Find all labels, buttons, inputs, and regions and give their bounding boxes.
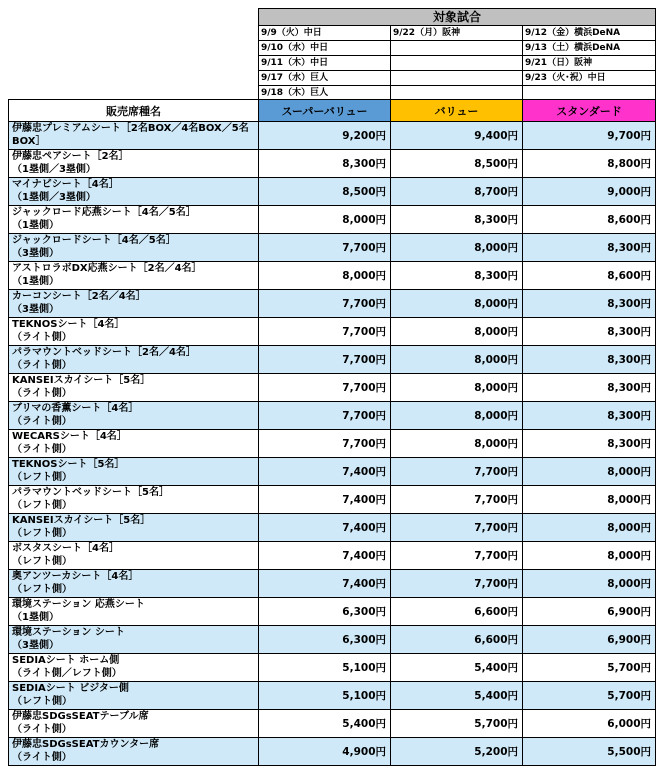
seat-name-line1: マイナビシート［4名］ — [12, 179, 119, 190]
seat-name — [9, 598, 259, 626]
seat-name-line1: WECARSシート［4名］ — [12, 431, 127, 442]
super-value-price: 7,700円 — [259, 430, 391, 458]
super-value-price: 7,700円 — [259, 318, 391, 346]
seat-row — [9, 122, 656, 150]
seat-name-line2: （ライト側） — [12, 444, 72, 455]
seat-name — [9, 290, 259, 318]
value-price: 8,000円 — [391, 290, 523, 318]
seat-name-line2: （1塁側） — [12, 612, 59, 623]
seat-name — [9, 710, 259, 738]
seat-name-line1: 伊藤忠SDGsSEATテーブル席 — [12, 711, 149, 722]
seat-name — [9, 122, 259, 150]
super-value-price: 8,000円 — [259, 262, 391, 290]
seat-name — [9, 682, 259, 710]
target-games-title: 対象試合 — [259, 9, 656, 26]
super-value-price: 7,400円 — [259, 514, 391, 542]
seat-row — [9, 430, 656, 458]
game-date: 9/9（火）中日 — [259, 26, 391, 41]
seat-name — [9, 318, 259, 346]
standard-price: 5,700円 — [523, 654, 656, 682]
standard-price: 8,300円 — [523, 234, 656, 262]
value-price: 8,700円 — [391, 178, 523, 206]
standard-price: 8,800円 — [523, 150, 656, 178]
seat-row — [9, 318, 656, 346]
seat-name-line2: （レフト側） — [12, 500, 72, 511]
seat-name-line2: （レフト側） — [12, 584, 72, 595]
seat-name — [9, 178, 259, 206]
standard-price: 6,900円 — [523, 626, 656, 654]
standard-price: 9,700円 — [523, 122, 656, 150]
standard-price: 8,000円 — [523, 542, 656, 570]
seat-name-line2: （レフト側） — [12, 528, 72, 539]
seat-type-header: 販売席種名 — [9, 100, 259, 122]
seat-name-line1: SEDIAシート ホーム側 — [12, 655, 120, 666]
seat-name-line1: TEKNOSシート［4名］ — [12, 319, 125, 330]
standard-price: 8,000円 — [523, 570, 656, 598]
seat-name-line2: （1塁側） — [12, 220, 59, 231]
standard-price: 9,000円 — [523, 178, 656, 206]
seat-name-line1: 伊藤忠ペアシート［2名］ — [12, 151, 129, 162]
seat-name-line2: （ライト側） — [12, 416, 72, 427]
seat-row — [9, 654, 656, 682]
seat-name-line2: （1塁側／3塁側） — [12, 164, 96, 175]
seat-name-line2: （ライト側） — [12, 332, 72, 343]
value-price: 8,000円 — [391, 402, 523, 430]
seat-name-line1: ジャックロードシート［4名／5名］ — [12, 235, 176, 246]
super-value-header: スーパーバリュー — [259, 100, 391, 122]
seat-name — [9, 206, 259, 234]
seat-row — [9, 234, 656, 262]
seat-name-line1: 伊藤忠SDGsSEATカウンター席 — [12, 739, 160, 750]
seat-name — [9, 402, 259, 430]
seat-row — [9, 682, 656, 710]
seat-name — [9, 654, 259, 682]
seat-row — [9, 206, 656, 234]
value-price: 6,600円 — [391, 626, 523, 654]
seat-name — [9, 150, 259, 178]
seat-name-line1: 奥アンツーカシート［4名］ — [12, 571, 139, 582]
seat-name-line2: （3塁側） — [12, 248, 59, 259]
value-price: 6,600円 — [391, 598, 523, 626]
value-price: 7,700円 — [391, 542, 523, 570]
game-date: 9/23（火･祝）中日 — [523, 71, 656, 86]
seat-name-line2: （ライト側） — [12, 388, 72, 399]
seat-row — [9, 738, 656, 766]
seat-name-line2: （ライト側） — [12, 752, 72, 763]
target-games-table — [258, 8, 656, 101]
seat-name — [9, 458, 259, 486]
seat-price-table — [8, 99, 656, 766]
standard-price: 8,600円 — [523, 262, 656, 290]
seat-name — [9, 262, 259, 290]
seat-name-line2: （3塁側） — [12, 640, 59, 651]
super-value-price: 4,900円 — [259, 738, 391, 766]
super-value-price: 7,700円 — [259, 346, 391, 374]
seat-row — [9, 290, 656, 318]
seat-name-line2: （ライト側／レフト側） — [12, 668, 122, 679]
seat-name — [9, 486, 259, 514]
super-value-price: 6,300円 — [259, 598, 391, 626]
seat-name — [9, 626, 259, 654]
seat-name-line1: TEKNOSシート［5名］ — [12, 459, 125, 470]
value-price: 8,300円 — [391, 206, 523, 234]
standard-price: 8,300円 — [523, 402, 656, 430]
game-date: 9/10（水）中日 — [259, 41, 391, 56]
seat-name — [9, 234, 259, 262]
super-value-price: 8,000円 — [259, 206, 391, 234]
seat-name-line2: （ライト側） — [12, 360, 72, 371]
standard-price: 8,600円 — [523, 206, 656, 234]
game-date: 9/21（日）阪神 — [523, 56, 656, 71]
seat-name-line1: パラマウントベッドシート［2名／4名］ — [12, 347, 196, 358]
standard-price: 8,000円 — [523, 458, 656, 486]
seat-name-line2: （レフト側） — [12, 556, 72, 567]
seat-name — [9, 346, 259, 374]
seat-row — [9, 514, 656, 542]
value-price: 8,000円 — [391, 318, 523, 346]
value-price: 5,400円 — [391, 654, 523, 682]
game-date: 9/22（月）阪神 — [391, 26, 523, 41]
value-price: 8,500円 — [391, 150, 523, 178]
seat-name — [9, 738, 259, 766]
game-date: 9/11（木）中日 — [259, 56, 391, 71]
game-date: 9/12（金）横浜DeNA — [523, 26, 656, 41]
seat-name-line2: （1塁側） — [12, 276, 59, 287]
seat-row — [9, 346, 656, 374]
seat-row — [9, 374, 656, 402]
super-value-price: 7,400円 — [259, 458, 391, 486]
super-value-price: 5,100円 — [259, 654, 391, 682]
standard-price: 8,300円 — [523, 430, 656, 458]
seat-name-line2: （ライト側） — [12, 724, 72, 735]
seat-name-line1: カーコンシート［2名／4名］ — [12, 291, 146, 302]
seat-row — [9, 542, 656, 570]
seat-name-line1: SEDIAシート ビジター側 — [12, 683, 129, 694]
value-price: 7,700円 — [391, 486, 523, 514]
seat-name-line1: アストロラボDX応燕シート［2名／4名］ — [12, 263, 202, 274]
standard-price: 8,000円 — [523, 486, 656, 514]
standard-price: 8,300円 — [523, 318, 656, 346]
standard-price: 8,300円 — [523, 346, 656, 374]
seat-row — [9, 402, 656, 430]
seat-name-line1: 環境ステーション シート — [12, 627, 125, 638]
seat-name-line1: ボスタスシート［4名］ — [12, 543, 119, 554]
seat-name-line2: （3塁側） — [12, 304, 59, 315]
seat-row — [9, 570, 656, 598]
seat-row — [9, 598, 656, 626]
seat-name-line2: BOX］ — [12, 136, 46, 147]
super-value-price: 7,400円 — [259, 570, 391, 598]
game-row — [259, 71, 656, 86]
seat-row — [9, 458, 656, 486]
value-price: 8,000円 — [391, 234, 523, 262]
seat-name-line1: KANSEIスカイシート［5名］ — [12, 515, 151, 526]
seat-name-line1: ブリマの香薫シート［4名］ — [12, 403, 139, 414]
seat-name-line1: 環境ステーション 応燕シート — [12, 599, 145, 610]
seat-name — [9, 570, 259, 598]
seat-row — [9, 150, 656, 178]
game-date — [391, 71, 523, 86]
super-value-price: 7,700円 — [259, 234, 391, 262]
standard-price: 6,000円 — [523, 710, 656, 738]
standard-header: スタンダード — [523, 100, 656, 122]
seat-name-line1: KANSEIスカイシート［5名］ — [12, 375, 151, 386]
seat-name-line2: （1塁側／3塁側） — [12, 192, 96, 203]
value-price: 5,400円 — [391, 682, 523, 710]
super-value-price: 7,700円 — [259, 290, 391, 318]
seat-name-line1: パラマウントベッドシート［5名］ — [12, 487, 169, 498]
game-date: 9/17（水）巨人 — [259, 71, 391, 86]
super-value-price: 5,100円 — [259, 682, 391, 710]
standard-price: 5,500円 — [523, 738, 656, 766]
game-date — [391, 41, 523, 56]
seat-row — [9, 626, 656, 654]
value-price: 8,000円 — [391, 346, 523, 374]
super-value-price: 8,300円 — [259, 150, 391, 178]
super-value-price: 6,300円 — [259, 626, 391, 654]
seat-name-line2: （レフト側） — [12, 472, 72, 483]
value-price: 9,400円 — [391, 122, 523, 150]
value-price: 8,000円 — [391, 430, 523, 458]
seat-name — [9, 514, 259, 542]
value-price: 5,700円 — [391, 710, 523, 738]
value-price: 5,200円 — [391, 738, 523, 766]
game-date: 9/13（土）横浜DeNA — [523, 41, 656, 56]
standard-price: 8,300円 — [523, 290, 656, 318]
seat-name — [9, 430, 259, 458]
super-value-price: 7,700円 — [259, 374, 391, 402]
value-price: 7,700円 — [391, 458, 523, 486]
seat-name — [9, 542, 259, 570]
game-row — [259, 56, 656, 71]
seat-row — [9, 262, 656, 290]
value-price: 7,700円 — [391, 514, 523, 542]
seat-name-line1: ジャックロード応燕シート［4名／5名］ — [12, 207, 196, 218]
standard-price: 8,300円 — [523, 374, 656, 402]
super-value-price: 7,400円 — [259, 542, 391, 570]
seat-name-line2: （レフト側） — [12, 696, 72, 707]
value-header: バリュー — [391, 100, 523, 122]
super-value-price: 5,400円 — [259, 710, 391, 738]
game-row — [259, 26, 656, 41]
game-date: 9/18（木）巨人 — [259, 86, 391, 101]
seat-name — [9, 374, 259, 402]
seat-row — [9, 710, 656, 738]
super-value-price: 7,700円 — [259, 402, 391, 430]
value-price: 8,000円 — [391, 374, 523, 402]
value-price: 8,300円 — [391, 262, 523, 290]
super-value-price: 8,500円 — [259, 178, 391, 206]
super-value-price: 9,200円 — [259, 122, 391, 150]
game-date — [391, 56, 523, 71]
game-row — [259, 41, 656, 56]
standard-price: 8,000円 — [523, 514, 656, 542]
standard-price: 5,700円 — [523, 682, 656, 710]
seat-name-line1: 伊藤忠プレミアムシート［2名BOX／4名BOX／5名 — [12, 123, 249, 134]
seat-row — [9, 178, 656, 206]
standard-price: 6,900円 — [523, 598, 656, 626]
super-value-price: 7,400円 — [259, 486, 391, 514]
value-price: 7,700円 — [391, 570, 523, 598]
seat-row — [9, 486, 656, 514]
